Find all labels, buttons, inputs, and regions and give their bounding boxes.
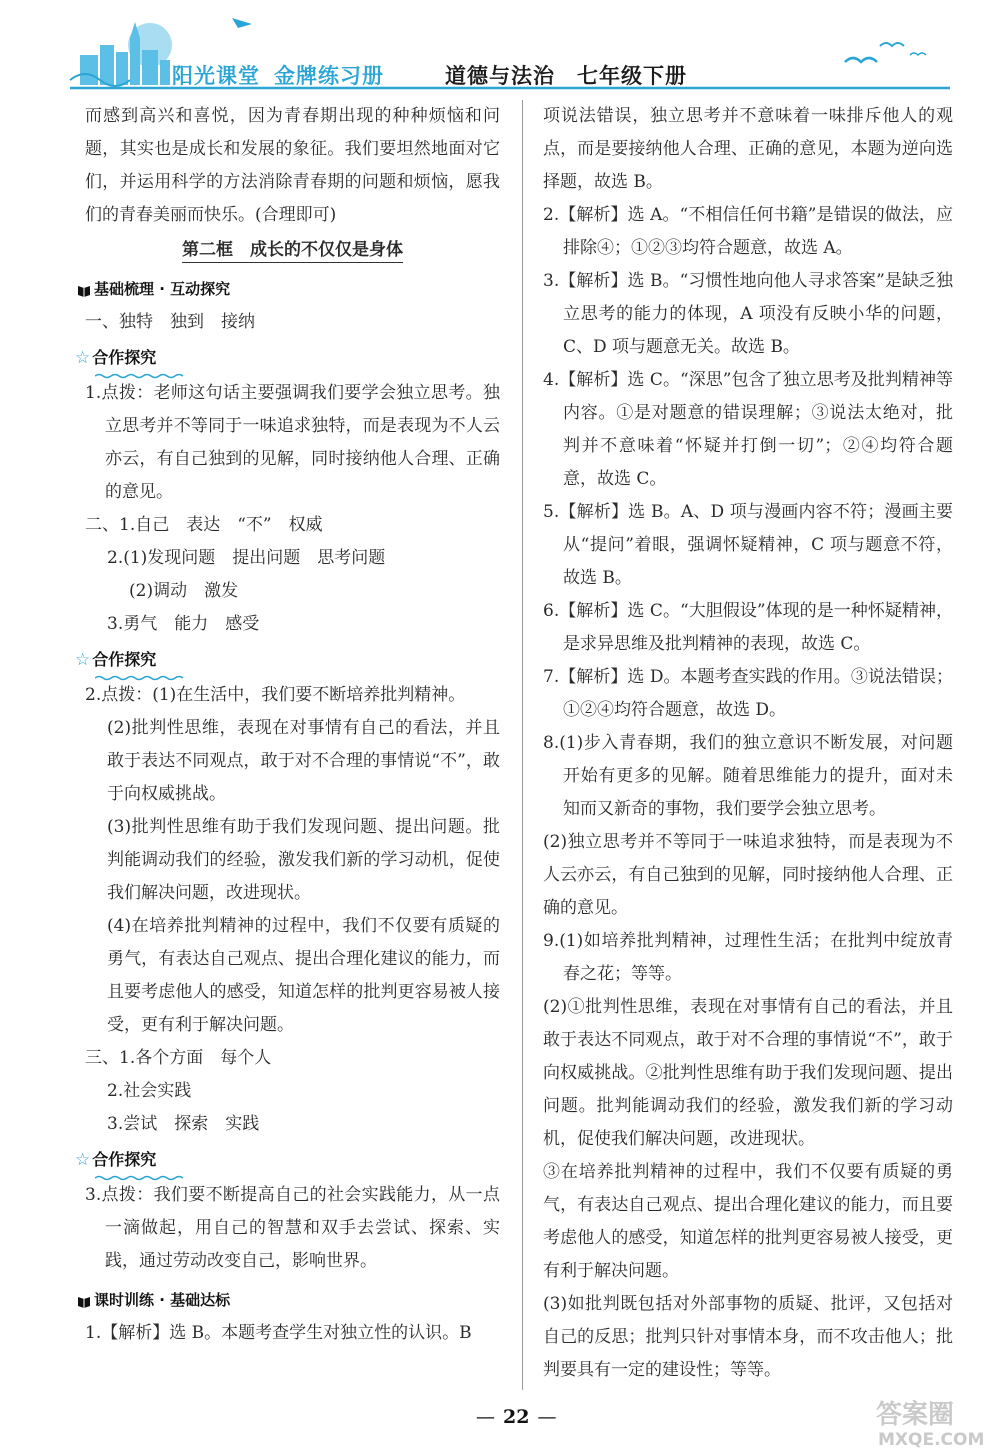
- answer-3-1: 三、1.各个方面 每个人: [85, 1048, 272, 1068]
- practice-answer-7: 7.【解析】选 D。本题考查实践的作用。③说法错误；①②④均符合题意，故选 D。: [543, 667, 953, 720]
- practice-answer-2: 2.【解析】选 A。“不相信任何书籍”是错误的做法，应排除④；①②③均符合题意，故选 A。: [543, 205, 953, 258]
- coop-heading-2: [75, 643, 156, 677]
- practice-answer-9-1: 9.(1)如培养批判精神，过理性生活；在批判中绽放青春之花；等等。: [543, 931, 953, 984]
- section-title-text: 第二框 成长的不仅仅是身体: [182, 240, 403, 263]
- star-icon: ☆: [75, 650, 91, 670]
- practice-answer-8-1: 8.(1)步入青春期，我们的独立意识不断发展，对问题开始有更多的见解。随着思维能力的提升，面对未知而又新奇的事物，我们要学会独立思考。: [543, 733, 953, 819]
- subject-title: [445, 60, 687, 90]
- page-number: — 22 —: [476, 1406, 557, 1428]
- left-column: [75, 100, 500, 1350]
- practice-answer-5: 5.【解析】选 B。A、D 项与漫画内容不符；漫画主要从“提问”着眼，强调怀疑精神，C 项与题意不符，故选 B。: [543, 502, 953, 588]
- answer-2-2: 2.(1)发现问题 提出问题 思考问题: [107, 548, 386, 568]
- page-header: [0, 0, 1000, 95]
- right-column: [543, 100, 953, 1387]
- answer-2-1: 二、1.自己 表达 “不” 权威: [85, 515, 323, 535]
- practice-answer-9-3: ③在培养批判精神的过程中，我们不仅要有质疑的勇气，有表达自己观点、提出合理化建议的能力，而且要考虑他人的感受，知道怎样的批判更容易被人接受，更有利于解决问题。: [543, 1162, 953, 1281]
- star-icon: ☆: [75, 1150, 91, 1170]
- wave-underline: [95, 1175, 187, 1181]
- svg-text:MXQE.COM: MXQE.COM: [878, 1430, 985, 1450]
- section-heading-basics: [77, 273, 500, 306]
- coop-label-2: 合作探究: [92, 650, 157, 669]
- answer-3-2: 2.社会实践: [107, 1081, 192, 1101]
- answer-3-3: 3.尝试 探索 实践: [107, 1114, 260, 1134]
- practice-answer-8-2: (2)独立思考并不等同于一味追求独特，而是表现为不人云亦云，有自己独到的见解，同时接纳他人合理、正确的意见。: [543, 832, 953, 918]
- brand-part1: 阳光课堂: [172, 64, 260, 88]
- section-heading-practice-label: 课时训练 · 基础达标: [94, 1291, 231, 1309]
- coop-answer-1: 1.点拨：老师这句话主要强调我们要学会独立思考。独立思考并不等同于一味追求独特，而是表现为不人云亦云，有自己独到的见解，同时接纳他人合理、正确的意见。: [85, 383, 500, 502]
- intro-paragraph: 而感到高兴和喜悦，因为青春期出现的种种烦恼和问题，其实也是成长和发展的象征。我们要坦然地面对它们，并运用科学的方法消除青春期的问题和烦恼，愿我们的青春美丽而快乐。(合理即可): [85, 106, 500, 225]
- section-title: [85, 234, 500, 267]
- coop-heading-1: [75, 341, 156, 375]
- section-heading-practice: [77, 1284, 500, 1317]
- section-heading-basics-label: 基础梳理 · 互动探究: [94, 280, 231, 298]
- answer-2-4: 3.勇气 能力 感受: [107, 614, 260, 634]
- practice-answer-3: 3.【解析】选 B。“习惯性地向他人寻求答案”是缺乏独立思考的能力的体现，A 项没有反映小华的问题，C、D 项与题意无关。故选 B。: [543, 271, 953, 357]
- answer-1: 一、独特 独到 接纳: [85, 312, 255, 332]
- book-icon: [77, 1294, 91, 1308]
- page-number-value: 22: [503, 1406, 530, 1428]
- book-icon: [77, 283, 91, 297]
- coop-answer-2-p2: (2)批判性思维，表现在对事情有自己的看法，并且敢于表达不同观点，敢于对不合理的事情说“不”，敢于向权威挑战。: [107, 718, 500, 804]
- brand-title: [172, 60, 384, 90]
- coop-answer-3: 3.点拨：我们要不断提高自己的社会实践能力，从一点一滴做起，用自己的智慧和双手去尝试、探索、实践，通过劳动改变自己，影响世界。: [85, 1185, 500, 1271]
- practice-answer-1-start: 1.【解析】选 B。本题考查学生对独立性的认识。B: [85, 1323, 472, 1343]
- star-icon: ☆: [75, 348, 91, 368]
- brand-part2: 金牌练习册: [274, 64, 384, 88]
- practice-answer-1-cont: 项说法错误，独立思考并不意味着一味排斥他人的观点，而是要接纳他人合理、正确的意见，本题为逆向选择题，故选 B。: [543, 106, 953, 192]
- grade-name: 七年级下册: [577, 64, 687, 88]
- wave-underline: [95, 675, 187, 681]
- practice-answer-4: 4.【解析】选 C。“深思”包含了独立思考及批判精神等内容。①是对题意的错误理解；③说法太绝对，批判并不意味着“怀疑并打倒一切”；②④均符合题意，故选 C。: [543, 370, 953, 489]
- practice-answer-9-2: (2)①批判性思维，表现在对事情有自己的看法，并且敢于表达不同观点，敢于对不合理的事情说“不”，敢于向权威挑战。②批判性思维有助于我们发现问题、提出问题。批判能调动我们的经验，激发我们新的学习动机，促使我们解决问题，改进现状。: [543, 997, 953, 1149]
- coop-answer-2-p4: (4)在培养批判精神的过程中，我们不仅要有质疑的勇气，有表达自己观点、提出合理化建议的能力，而且要考虑他人的感受，知道怎样的批判更容易被人接受，更有利于解决问题。: [107, 916, 500, 1035]
- practice-answer-6: 6.【解析】选 C。“大胆假设”体现的是一种怀疑精神，是求异思维及批判精神的表现，故选 C。: [543, 601, 953, 654]
- wave-underline: [95, 373, 187, 379]
- svg-text:答案圈: 答案圈: [876, 1400, 955, 1430]
- coop-answer-2-p3: (3)批判性思维有助于我们发现问题、提出问题。批判能调动我们的经验，激发我们新的学习动机，促使我们解决问题，改进现状。: [107, 817, 500, 903]
- answer-2-3: (2)调动 激发: [129, 581, 239, 601]
- practice-answer-9-4: (3)如批判既包括对外部事物的质疑、批评，又包括对自己的反思；批判只针对事情本身，而不攻击他人；批判要具有一定的建设性；等等。: [543, 1294, 953, 1380]
- coop-answer-2-p1: 2.点拨：(1)在生活中，我们要不断培养批判精神。: [85, 685, 466, 705]
- watermark-logo: [870, 1395, 995, 1450]
- coop-label-1: 合作探究: [92, 348, 157, 367]
- column-divider: [522, 100, 523, 1390]
- coop-label-3: 合作探究: [92, 1150, 157, 1169]
- subject-name: 道德与法治: [445, 64, 555, 88]
- coop-heading-3: [75, 1143, 156, 1177]
